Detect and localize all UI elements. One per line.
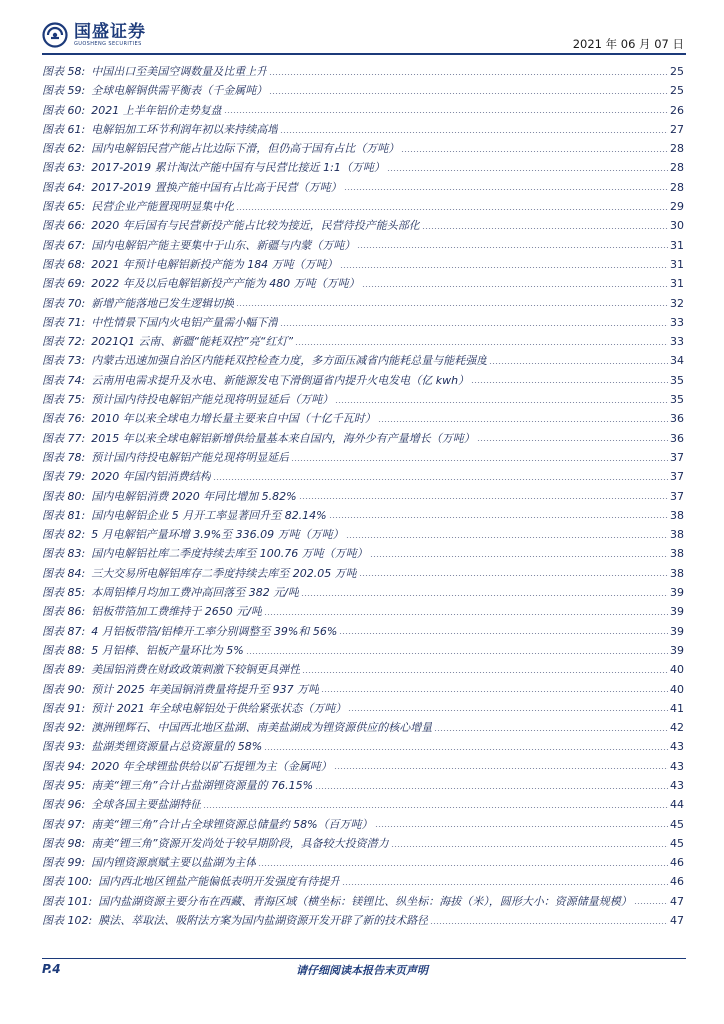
figure-index-item[interactable] (42, 911, 684, 930)
dot-leader (213, 474, 668, 480)
figure-index-item[interactable] (42, 564, 684, 583)
figure-page-number: 31 (670, 238, 684, 252)
figure-title: 美国铝消费在财政政策刺激下较铜更具弹性 (91, 663, 301, 677)
figure-title: 2020 年后国有与民营新投产能占比较为接近，民营待投产能头部化 (91, 219, 420, 233)
disclaimer-notice: 请仔细阅读本报告末页声明 (296, 964, 428, 977)
figure-page-number: 28 (670, 180, 684, 194)
dot-leader (391, 841, 668, 847)
figure-page-number: 37 (670, 489, 684, 503)
figure-index-item[interactable] (42, 544, 684, 563)
figure-number: 图表 66: (42, 219, 86, 233)
dot-leader (378, 416, 668, 422)
figure-number: 图表 93: (42, 740, 86, 754)
figure-page-number: 42 (670, 721, 684, 735)
figure-page-number: 28 (670, 142, 684, 156)
figure-title: 5 月铝棒、铝板产量环比为 5% (91, 643, 244, 657)
dot-leader (329, 512, 668, 518)
figure-page-number: 33 (670, 335, 684, 349)
figure-number: 图表 61: (42, 122, 86, 136)
dot-leader (301, 590, 668, 596)
figure-title: 全球电解铜供需平衡表（千金属吨） (91, 84, 268, 98)
figure-page-number: 38 (670, 508, 684, 522)
dot-leader (335, 397, 668, 403)
figure-number: 图表 62: (42, 142, 86, 156)
figure-page-number: 47 (670, 894, 684, 908)
figure-title: 国内电解铝社库二季度持续去库至 100.76 万吨（万吨） (91, 547, 368, 561)
figure-title: 电解铝加工环节利润年初以来持续高增 (91, 122, 279, 136)
figure-title: 国内电解铝消费 2020 年同比增加 5.82% (91, 489, 297, 503)
figure-title: 民营企业产能置现明显集中化 (91, 200, 235, 214)
figure-number: 图表 90: (42, 682, 86, 696)
figure-title: 盐湖类锂资源量占总资源量的 58% (91, 740, 263, 754)
figure-page-number: 37 (670, 470, 684, 484)
dot-leader (258, 860, 668, 866)
figure-index-item[interactable] (42, 467, 684, 486)
figure-index-item[interactable] (42, 699, 684, 718)
figure-index-item[interactable] (42, 487, 684, 506)
figure-index-item[interactable] (42, 332, 684, 351)
figure-index-item[interactable] (42, 602, 684, 621)
figure-index-item[interactable] (42, 313, 684, 332)
figure-title: 国内盐湖资源主要分布在西藏、青海区域（横坐标：镁锂比、纵坐标：海拔（米），圆形大小：资源储量规模） (98, 894, 632, 908)
figure-page-number: 43 (670, 740, 684, 754)
figure-page-number: 45 (670, 836, 684, 850)
figure-page-number: 37 (670, 450, 684, 464)
figure-title: 2020 年全球锂盐供给以矿石提锂为主（金属吨） (91, 759, 332, 773)
header-divider (42, 53, 686, 55)
figure-number: 图表 73: (42, 354, 86, 368)
brand-logo (42, 22, 146, 48)
dot-leader (357, 242, 668, 248)
figure-number: 图表 69: (42, 277, 86, 291)
figure-title: 国内锂资源禀赋主要以盐湖为主体 (91, 856, 257, 870)
figure-index-item[interactable] (42, 737, 684, 756)
figure-number: 图表 78: (42, 450, 86, 464)
dot-leader (422, 223, 668, 229)
figure-number: 图表 94: (42, 759, 86, 773)
figure-title: 2021 上半年铝价走势复盘 (91, 103, 222, 117)
figure-page-number: 32 (670, 296, 684, 310)
dot-leader (339, 628, 668, 634)
dot-leader (269, 69, 668, 75)
figure-page-number: 30 (670, 219, 684, 233)
dot-leader (269, 88, 668, 94)
figure-page-number: 39 (670, 643, 684, 657)
figure-title: 澳洲锂辉石、中国西北地区盐湖、南美盐湖成为锂资源供应的核心增量 (91, 721, 433, 735)
figure-index-item[interactable] (42, 660, 684, 679)
figure-page-number: 38 (670, 566, 684, 580)
figure-index-item[interactable] (42, 853, 684, 872)
figure-number: 图表 89: (42, 663, 86, 677)
figure-title: 4 月铝板带箔/铝棒开工率分别调整至 39%和 56% (91, 624, 338, 638)
figure-page-number: 46 (670, 856, 684, 870)
figure-title: 预计国内待投电解铝产能兑现将明显延后（万吨） (91, 393, 334, 407)
figure-title: 2015 年以来全球电解铝新增供给量基本来自国内，海外少有产量增长（万吨） (91, 431, 475, 445)
figure-page-number: 45 (670, 817, 684, 831)
dot-leader (362, 281, 668, 287)
figure-index-item[interactable] (42, 506, 684, 525)
figure-page-number: 35 (670, 373, 684, 387)
figure-index-item[interactable] (42, 81, 684, 100)
figure-page-number: 25 (670, 65, 684, 78)
figure-number: 图表 81: (42, 508, 86, 522)
figure-page-number: 31 (670, 277, 684, 291)
figure-title: 国内西北地区锂盐产能偏低表明开发强度有待提升 (98, 875, 341, 889)
figure-number: 图表 88: (42, 643, 86, 657)
dot-leader (334, 763, 668, 769)
figure-index-item[interactable] (42, 197, 684, 216)
figure-index-item[interactable] (42, 139, 684, 158)
brand-name-en: GUOSHENG SECURITIES (74, 41, 142, 47)
figure-title: 本周铝棒月均加工费冲高回落至 382 元/吨 (91, 586, 299, 600)
dot-leader (434, 725, 668, 731)
figure-page-number: 39 (670, 605, 684, 619)
figure-number: 图表 77: (42, 431, 86, 445)
dot-leader (634, 898, 668, 904)
figure-number: 图表 86: (42, 605, 86, 619)
dot-leader (489, 358, 668, 364)
dot-leader (359, 570, 668, 576)
figure-title: 中性情景下国内火电铝产量需小幅下滑 (91, 315, 279, 329)
figure-page-number: 47 (670, 914, 684, 928)
figure-title: 预计国内待投电解铝产能兑现将明显延后 (91, 450, 290, 464)
figure-index-item[interactable] (42, 872, 684, 891)
figure-title: 预计 2021 年全球电解铝处于供给紧张状态（万吨） (91, 701, 347, 715)
figure-number: 图表 60: (42, 103, 86, 117)
figure-title: 2021Q1 云南、新疆“能耗双控”亮“红灯” (91, 335, 294, 349)
dot-leader (280, 127, 668, 133)
dot-leader (264, 609, 668, 615)
page-header (0, 0, 724, 60)
figure-index-item[interactable] (42, 757, 684, 776)
figure-index-item[interactable] (42, 409, 684, 428)
figure-page-number: 33 (670, 315, 684, 329)
dot-leader (224, 107, 668, 113)
figure-page-number: 28 (670, 161, 684, 175)
dot-leader (344, 184, 668, 190)
figure-number: 图表 75: (42, 393, 86, 407)
figure-index-item[interactable] (42, 448, 684, 467)
report-date: 2021 年 06 月 07 日 (572, 37, 684, 51)
figure-page-number: 35 (670, 393, 684, 407)
figure-number: 图表 76: (42, 412, 86, 426)
figure-page-number: 36 (670, 412, 684, 426)
figure-index-item[interactable] (42, 120, 684, 139)
figure-page-number: 43 (670, 778, 684, 792)
figure-number: 图表 58: (42, 65, 86, 78)
figure-number: 图表 98: (42, 836, 86, 850)
figure-number: 图表 96: (42, 798, 86, 812)
figure-index-item[interactable] (42, 776, 684, 795)
figure-title: 2017-2019 置换产能中国有占比高于民营（万吨） (91, 180, 342, 194)
figure-index-item[interactable] (42, 274, 684, 293)
dot-leader (236, 204, 668, 210)
figure-number: 图表 70: (42, 296, 86, 310)
figure-title: 铝板带箔加工费维持于 2650 元/吨 (91, 605, 262, 619)
dot-leader (375, 821, 668, 827)
figure-page-number: 41 (670, 701, 684, 715)
figure-number: 图表 82: (42, 528, 86, 542)
figure-index-item[interactable] (42, 583, 684, 602)
figure-title: 2022 年及以后电解铝新投产产能为 480 万吨（万吨） (91, 277, 360, 291)
dot-leader (471, 377, 668, 383)
figure-number: 图表 59: (42, 84, 86, 98)
dot-leader (295, 339, 668, 345)
figure-title: 国内电解铝民营产能占比边际下滑，但仍高于国有占比（万吨） (91, 142, 400, 156)
figure-title: 南美“锂三角”合计占全球锂资源总储量约 58%（百万吨） (91, 817, 373, 831)
figure-title: 新增产能落地已发生逻辑切换 (91, 296, 235, 310)
dot-leader (236, 300, 668, 306)
figure-page-number: 38 (670, 528, 684, 542)
figure-index-item[interactable] (42, 834, 684, 853)
dot-leader (264, 744, 668, 750)
figure-number: 图表 71: (42, 315, 86, 329)
figure-index-item[interactable] (42, 101, 684, 120)
figure-title: 5 月电解铝产量环增 3.9%至 336.09 万吨（万吨） (91, 528, 344, 542)
dot-leader (340, 262, 668, 268)
dot-leader (302, 667, 668, 673)
figure-title: 内蒙古迅速加强自治区内能耗双控检查力度，多方面压减省内能耗总量与能耗强度 (91, 354, 488, 368)
figure-number: 图表 83: (42, 547, 86, 561)
figure-number: 图表 85: (42, 586, 86, 600)
figure-title: 中国出口至美国空调数量及比重上升 (91, 65, 268, 78)
figure-number: 图表 100: (42, 875, 93, 889)
figure-index-list (42, 62, 684, 930)
brand-logo-icon (42, 22, 68, 48)
figure-title: 膜法、萃取法、吸附法方案为国内盐湖资源开发开辟了新的技术路径 (98, 914, 429, 928)
figure-title: 三大交易所电解铝库存二季度持续去库至 202.05 万吨 (91, 566, 357, 580)
figure-index-item[interactable] (42, 525, 684, 544)
figure-number: 图表 74: (42, 373, 86, 387)
dot-leader (203, 802, 668, 808)
figure-title: 2010 年以来全球电力增长量主要来自中国（十亿千瓦时） (91, 412, 376, 426)
figure-index-item[interactable] (42, 178, 684, 197)
figure-title: 2021 年预计电解铝新投产能为 184 万吨（万吨） (91, 257, 338, 271)
figure-title: 全球各国主要盐湖特征 (91, 798, 202, 812)
figure-page-number: 39 (670, 586, 684, 600)
figure-number: 图表 72: (42, 335, 86, 349)
footer-divider (42, 958, 686, 959)
figure-index-item[interactable] (42, 429, 684, 448)
figure-page-number: 27 (670, 122, 684, 136)
dot-leader (387, 165, 668, 171)
figure-title: 云南用电需求提升及水电、新能源发电下滑倒逼省内提升火电发电（亿 kwh） (91, 373, 470, 387)
dot-leader (299, 493, 668, 499)
figure-index-item[interactable] (42, 680, 684, 699)
figure-number: 图表 87: (42, 624, 86, 638)
figure-page-number: 26 (670, 103, 684, 117)
page-number: P.4 (42, 962, 61, 976)
figure-number: 图表 67: (42, 238, 86, 252)
figure-index-item[interactable] (42, 294, 684, 313)
dot-leader (321, 686, 668, 692)
figure-page-number: 46 (670, 875, 684, 889)
figure-page-number: 43 (670, 759, 684, 773)
figure-page-number: 34 (670, 354, 684, 368)
figure-number: 图表 68: (42, 257, 86, 271)
figure-page-number: 44 (670, 798, 684, 812)
figure-number: 图表 64: (42, 180, 86, 194)
figure-index-item[interactable] (42, 255, 684, 274)
figure-page-number: 25 (670, 84, 684, 98)
figure-index-item[interactable] (42, 390, 684, 409)
dot-leader (401, 146, 668, 152)
figure-index-item[interactable] (42, 216, 684, 235)
dot-leader (315, 783, 668, 789)
figure-number: 图表 102: (42, 914, 93, 928)
figure-index-item[interactable] (42, 892, 684, 911)
dot-leader (291, 455, 668, 461)
dot-leader (342, 879, 668, 885)
figure-index-item[interactable] (42, 641, 684, 660)
dot-leader (430, 918, 668, 924)
figure-number: 图表 97: (42, 817, 86, 831)
figure-index-item[interactable] (42, 62, 684, 81)
dot-leader (370, 551, 668, 557)
figure-number: 图表 80: (42, 489, 86, 503)
figure-index-item[interactable] (42, 622, 684, 641)
figure-number: 图表 99: (42, 856, 86, 870)
dot-leader (477, 435, 668, 441)
figure-index-item[interactable] (42, 371, 684, 390)
figure-number: 图表 91: (42, 701, 86, 715)
figure-number: 图表 95: (42, 778, 86, 792)
figure-number: 图表 101: (42, 894, 93, 908)
figure-title: 南美“锂三角”资源开发尚处于较早期阶段，具备较大投资潜力 (91, 836, 389, 850)
dot-leader (346, 532, 668, 538)
figure-title: 国内电解铝企业 5 月开工率显著回升至 82.14% (91, 508, 327, 522)
figure-index-item[interactable] (42, 795, 684, 814)
figure-index-item[interactable] (42, 718, 684, 737)
figure-title: 2020 年国内铝消费结构 (91, 470, 211, 484)
figure-page-number: 40 (670, 682, 684, 696)
figure-index-item[interactable] (42, 351, 684, 370)
figure-title: 南美“锂三角”合计占盐湖锂资源量的 76.15% (91, 778, 314, 792)
figure-number: 图表 79: (42, 470, 86, 484)
figure-page-number: 38 (670, 547, 684, 561)
figure-page-number: 31 (670, 257, 684, 271)
figure-page-number: 29 (670, 200, 684, 214)
figure-number: 图表 84: (42, 566, 86, 580)
figure-index-item[interactable] (42, 815, 684, 834)
dot-leader (280, 320, 668, 326)
figure-number: 图表 63: (42, 161, 86, 175)
figure-title: 预计 2025 年美国铜消费量将提升至 937 万吨 (91, 682, 320, 696)
figure-page-number: 40 (670, 663, 684, 677)
figure-page-number: 39 (670, 624, 684, 638)
figure-title: 2017-2019 累计淘汰产能中国有与民营比接近 1:1（万吨） (91, 161, 385, 175)
dot-leader (348, 705, 668, 711)
figure-number: 图表 92: (42, 721, 86, 735)
brand-name-cn: 国盛证券 (74, 22, 146, 42)
figure-page-number: 36 (670, 431, 684, 445)
figure-number: 图表 65: (42, 200, 86, 214)
dot-leader (246, 648, 668, 654)
figure-index-item[interactable] (42, 236, 684, 255)
figure-index-item[interactable] (42, 158, 684, 177)
figure-title: 国内电解铝产能主要集中于山东、新疆与内蒙（万吨） (91, 238, 356, 252)
